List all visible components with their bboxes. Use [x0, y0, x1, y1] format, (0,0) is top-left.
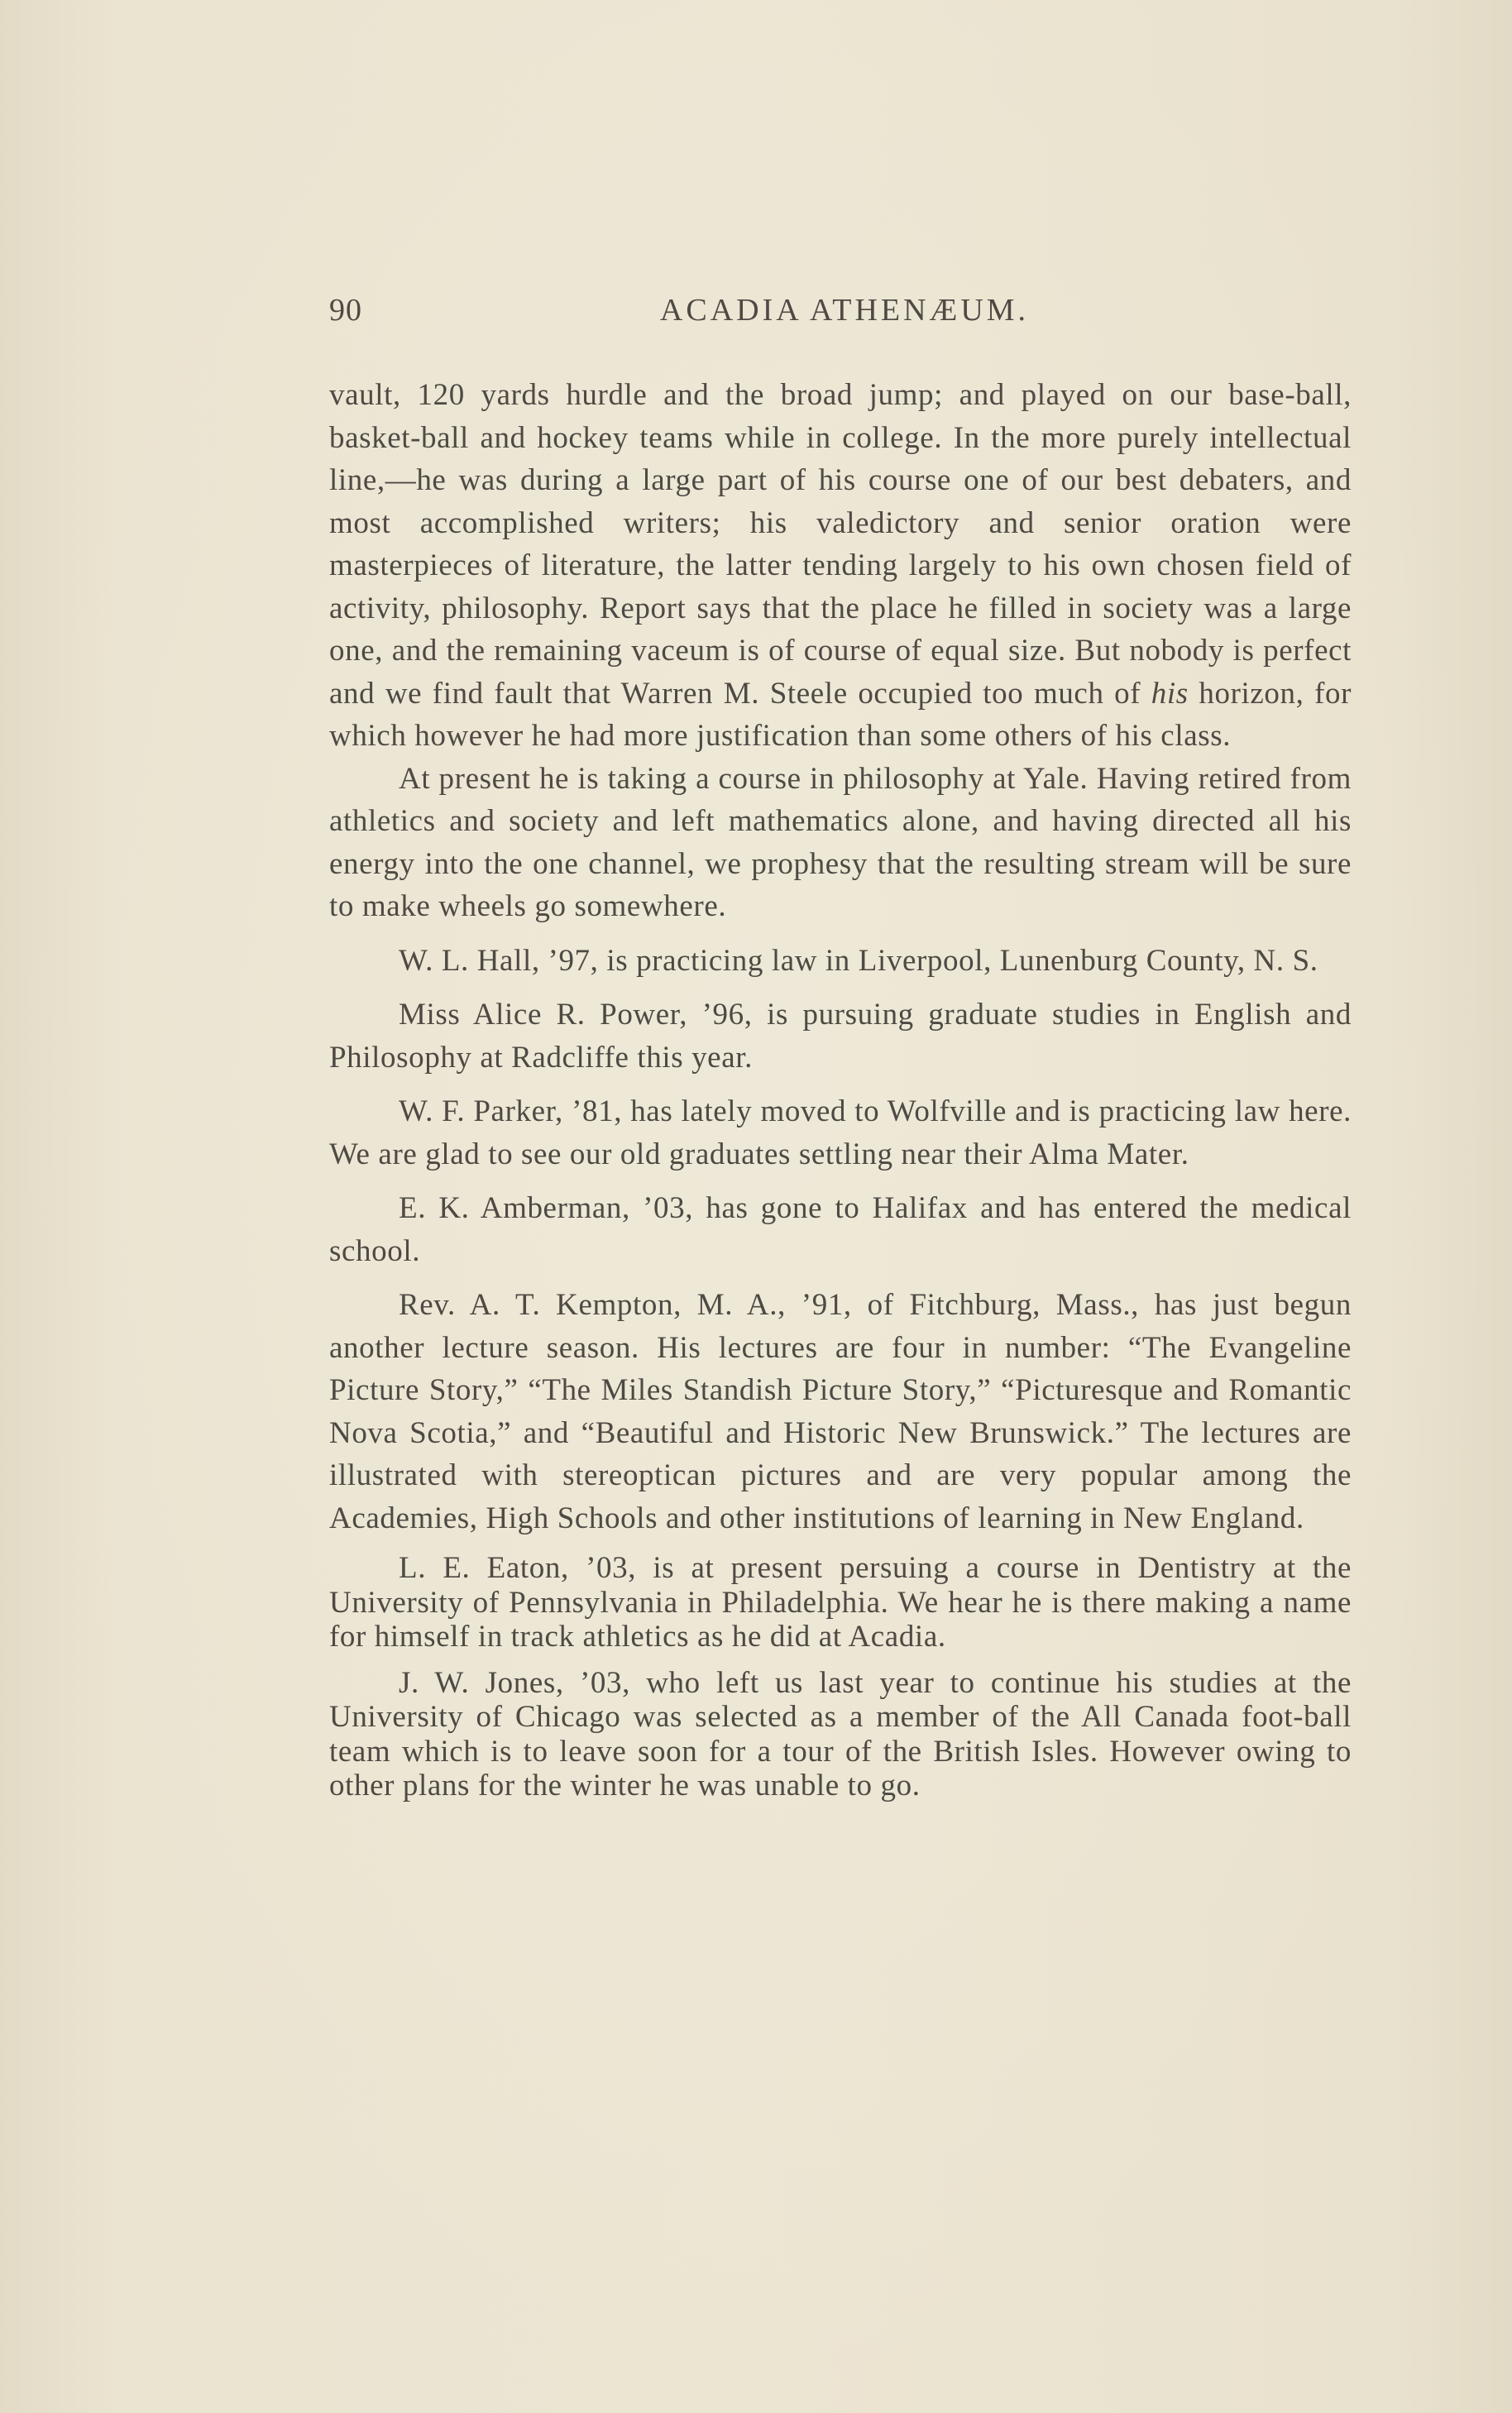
alumni-note-parker: W. F. Parker, ’81, has lately moved to Wolfville and is practicing law here. We are glad to see our old graduates settling near their Alma Mater.: [329, 1094, 1352, 1171]
paragraph-steele-present: At present he is taking a course in philosophy at Yale. Having retired from athletics and society and left mathematics alone, and having directed all his energy into the one channel, we prophesy that the resulting stream will be sure to make wheels go somewhere.: [329, 761, 1352, 923]
alumni-note-kempton: Rev. A. T. Kempton, M. A., ’91, of Fitchburg, Mass., has just begun another lecture season. His lectures are four in number: “The Evangeline Picture Story,” “The Miles Standish Picture Story,” “Picturesque and Romantic Nova Scotia,” and “Beautiful and Historic New Brunswick.” The lectures are illustrated with stereoptican pictures and are very popular among the Academies, High Schools and other institutions of learning in New England.: [329, 1288, 1352, 1535]
paragraph-steele-continued: [329, 374, 1352, 758]
emphasized-word: his: [1151, 676, 1189, 711]
alumni-note-amberman: E. K. Amberman, ’03, has gone to Halifax and has entered the medical school.: [329, 1191, 1352, 1268]
article-body: [329, 374, 1352, 1803]
alumni-note-jones: J. W. Jones, ’03, who left us last year to continue his studies at the University of Chicago was selected as a member of the All Canada foot-ball team which is to leave soon for a tour of the British Isles. However owing to other plans for the winter he was unable to go.: [329, 1665, 1352, 1803]
alumni-note-power: Miss Alice R. Power, ’96, is pursuing graduate studies in English and Philosophy at Radcliffe this year.: [329, 998, 1352, 1075]
journal-title: ACADIA ATHENÆUM.: [659, 293, 1030, 328]
page-number: 90: [329, 293, 362, 328]
alumni-note-hall: W. L. Hall, ’97, is practicing law in Liverpool, Lunenburg County, N. S.: [399, 943, 1318, 978]
paragraph-text: horizon, for which however he had more justification than some others of his class.: [329, 676, 1352, 753]
paragraph-text: vault, 120 yards hurdle and the broad jump; and played on our base-ball, basket-ball and hockey teams while in college. In the more purely intellectual line,—he was during a large part of his course one of our best debaters, and most accomplished writers; his valedictory and senior oration were masterpieces of literature, the latter tending largely to his own chosen field of activity, philosophy. Report says that the place he filled in society was a large one, and the remaining vaceum is of course of equal size. But nobody is perfect and we find fault that Warren M. Steele occupied too much of: [329, 378, 1352, 711]
alumni-note-eaton: L. E. Eaton, ’03, is at present persuing a course in Dentistry at the University of Pennsylvania in Philadelphia. We hear he is there making a name for himself in track athletics as he did at Acadia.: [329, 1551, 1352, 1654]
running-head: [329, 292, 1352, 333]
